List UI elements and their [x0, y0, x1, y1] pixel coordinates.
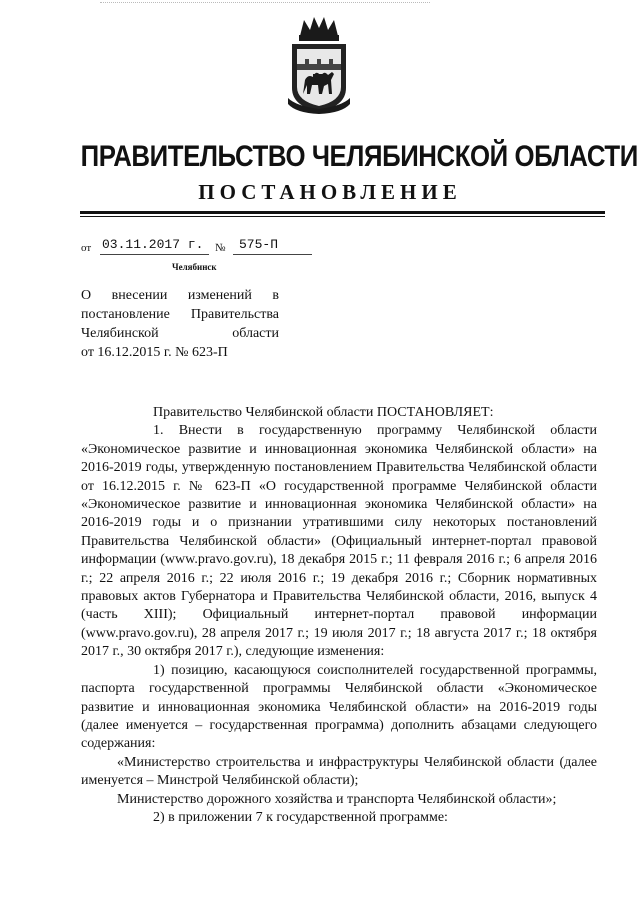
header-divider-thick [80, 211, 605, 214]
subject-line: Челябинской области [81, 326, 279, 341]
document-date: 03.11.2017 г. [100, 236, 209, 255]
number-label: № [215, 242, 226, 254]
subject-line: постановление Правительства [81, 307, 279, 322]
date-from-label: от [81, 242, 92, 254]
chelyabinsk-coat-of-arms-icon [286, 14, 352, 114]
document-body [81, 404, 597, 827]
body-paragraph: 1. Внести в государственную программу Челябинской области «Экономическое развитие и инновационная экономика Челябинской области» на 2016-2019 годы, утвержденную постановлением Правительства Челябинской области от 16.12.2015 г. № 623-П «О государственной программе Челябинской области «Экономическое развитие и инновационная экономика Челябинской области» на 2016-2019 годы и о признании утратившими силу некоторых постановлений Правительства Челябинской области» (Официальный интернет-портал правовой информации (www.pravo.gov.ru), 18 декабря 2015 г.; 11 февраля 2016 г.; 6 апреля 2016 г.; 22 апреля 2016 г.; 22 июля 2016 г.; 19 декабря 2016 г.; Сборник нормативных правовых актов Губернатора и Правительства Челябинской области, 2016, выпуск 4 (часть XIII); Официальный интернет-портал правовой информации (www.pravo.gov.ru), 28 апреля 2017 г.; 19 июля 2017 г.; 18 августа 2017 г.; 18 октября 2017 г., 30 октября 2017 г.), следующие изменения: [81, 423, 597, 660]
document-number: 575-П [233, 236, 312, 255]
subject-line: О внесении изменений в [81, 288, 279, 303]
preamble: Правительство Челябинской области ПОСТАНОВЛЯЕТ: [153, 405, 494, 420]
body-paragraph: 2) в приложении 7 к государственной программе: [153, 809, 448, 825]
scan-artifact [100, 2, 430, 5]
subject-line: от 16.12.2015 г. № 623-П [81, 345, 228, 360]
document-subject [81, 286, 279, 362]
header-divider-thin [80, 216, 605, 217]
government-title: ПРАВИТЕЛЬСТВО ЧЕЛЯБИНСКОЙ ОБЛАСТИ [80, 140, 638, 173]
body-paragraph: 1) позицию, касающуюся соисполнителей государственной программы, паспорта государственной программы Челябинской области «Экономическое развитие и инновационная экономика Челябинской области» на 2016-2019 годы (далее именуется – государственная программа) дополнить абзацами следующего содержания: [81, 662, 597, 752]
body-paragraph: «Министерство строительства и инфраструктуры Челябинской области (далее именуется – Минстрой Челябинской области); [81, 754, 597, 789]
document-type-title: ПОСТАНОВЛЕНИЕ [198, 180, 462, 204]
document-city: Челябинск [172, 262, 217, 272]
body-paragraph: Министерство дорожного хозяйства и транспорта Челябинской области»; [117, 791, 557, 807]
